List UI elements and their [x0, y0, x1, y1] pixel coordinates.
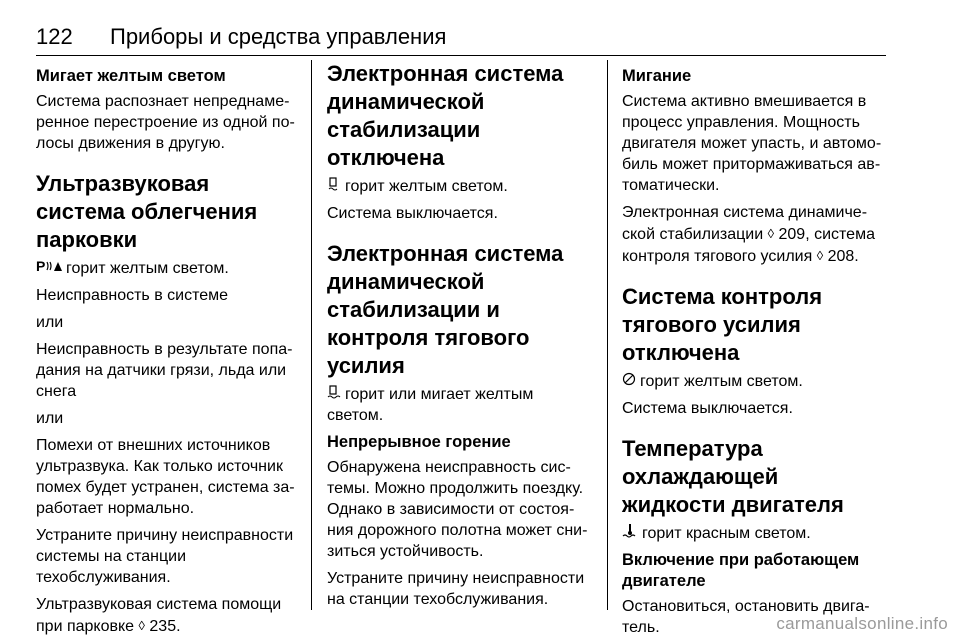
heading-yellow-blink: Мигает желтым светом — [36, 67, 226, 85]
svg-text:P: P — [36, 259, 46, 273]
paragraph: горит или мигает желтым светом. — [327, 386, 534, 424]
paragraph: Устраните причину неисправности системы на станции техобслуживания. — [36, 527, 294, 586]
coolant-temperature-icon — [622, 523, 638, 544]
esc-icon — [327, 384, 341, 405]
paragraph: Система выключается. — [327, 205, 498, 222]
paragraph: Электронная система динамической стабилизации ◊ 209, система контроля тягового усилия ◊ 208. — [622, 204, 875, 265]
paragraph: Устраните причину неисправности на станции техобслуживания. — [327, 570, 585, 608]
heading-blinking: Мигание — [622, 67, 692, 85]
heading-esc-tc: Электронная система динамической стабилизации и контроля тягового усилия — [327, 241, 564, 378]
paragraph: горит желтым светом. — [622, 371, 886, 392]
heading-continuous: Непрерывное горение — [327, 433, 511, 451]
page-ref-icon: ◊ — [138, 618, 145, 633]
column-divider-2 — [607, 60, 608, 610]
tc-off-icon — [622, 371, 636, 392]
page-header — [36, 24, 886, 52]
paragraph: горит желтым светом. — [327, 176, 593, 197]
paragraph: Ультразвуковая система помощи при парковке ◊ 235. — [36, 596, 282, 635]
column-1 — [36, 60, 298, 643]
heading-tc-off: Система контроля тягового усилия отключена — [622, 284, 823, 365]
page-ref-icon: ◊ — [816, 248, 824, 263]
paragraph: или — [36, 410, 64, 427]
column-2 — [327, 60, 593, 616]
paragraph: Обнаружена неисправность системы. Можно продолжить поездку. Однако в зависимости от состояния дорожного полотна может снизиться устойчивость. — [327, 459, 588, 560]
paragraph: Система распознает непреднамеренное перестроение из одной полосы движения в другую. — [36, 93, 295, 152]
paragraph: P горит желтым светом. — [36, 259, 229, 277]
column-3 — [622, 60, 886, 644]
heading-esc-off: Электронная система динамической стабилизации отключена — [327, 61, 564, 170]
paragraph: или — [36, 314, 64, 331]
esc-off-icon — [327, 176, 341, 197]
heading-parking-system: Ультразвуковая система облегчения парковки — [36, 171, 258, 252]
paragraph: горит красным светом. — [622, 523, 886, 544]
page-ref-icon: ◊ — [767, 226, 775, 241]
heading-coolant-temp: Температура охлаждающей жидкости двигателя — [622, 436, 844, 517]
page-number: 122 — [36, 24, 73, 49]
paragraph: Остановиться, остановить двигатель. — [622, 598, 870, 636]
paragraph: Неисправность в результате попадания на датчики грязи, льда или снега — [36, 341, 293, 400]
parking-assist-icon — [36, 258, 62, 279]
paragraph: Помехи от внешних источников ультразвука. Как только источник помех будет устранен, система заработает нормально. — [36, 437, 295, 517]
paragraph: Неисправность в системе — [36, 287, 229, 304]
header-rule — [36, 55, 886, 56]
page-title: Приборы и средства управления — [110, 24, 447, 49]
watermark: carmanualsonline.info — [776, 614, 948, 633]
column-divider-1 — [311, 60, 312, 610]
heading-engine-running: Включение при работающем двигателе — [622, 551, 860, 590]
paragraph: Система выключается. — [622, 400, 793, 417]
paragraph: Система активно вмешивается в процесс управления. Мощность двигателя может упасть, и автомобиль может притормаживаться автоматически. — [622, 93, 882, 194]
